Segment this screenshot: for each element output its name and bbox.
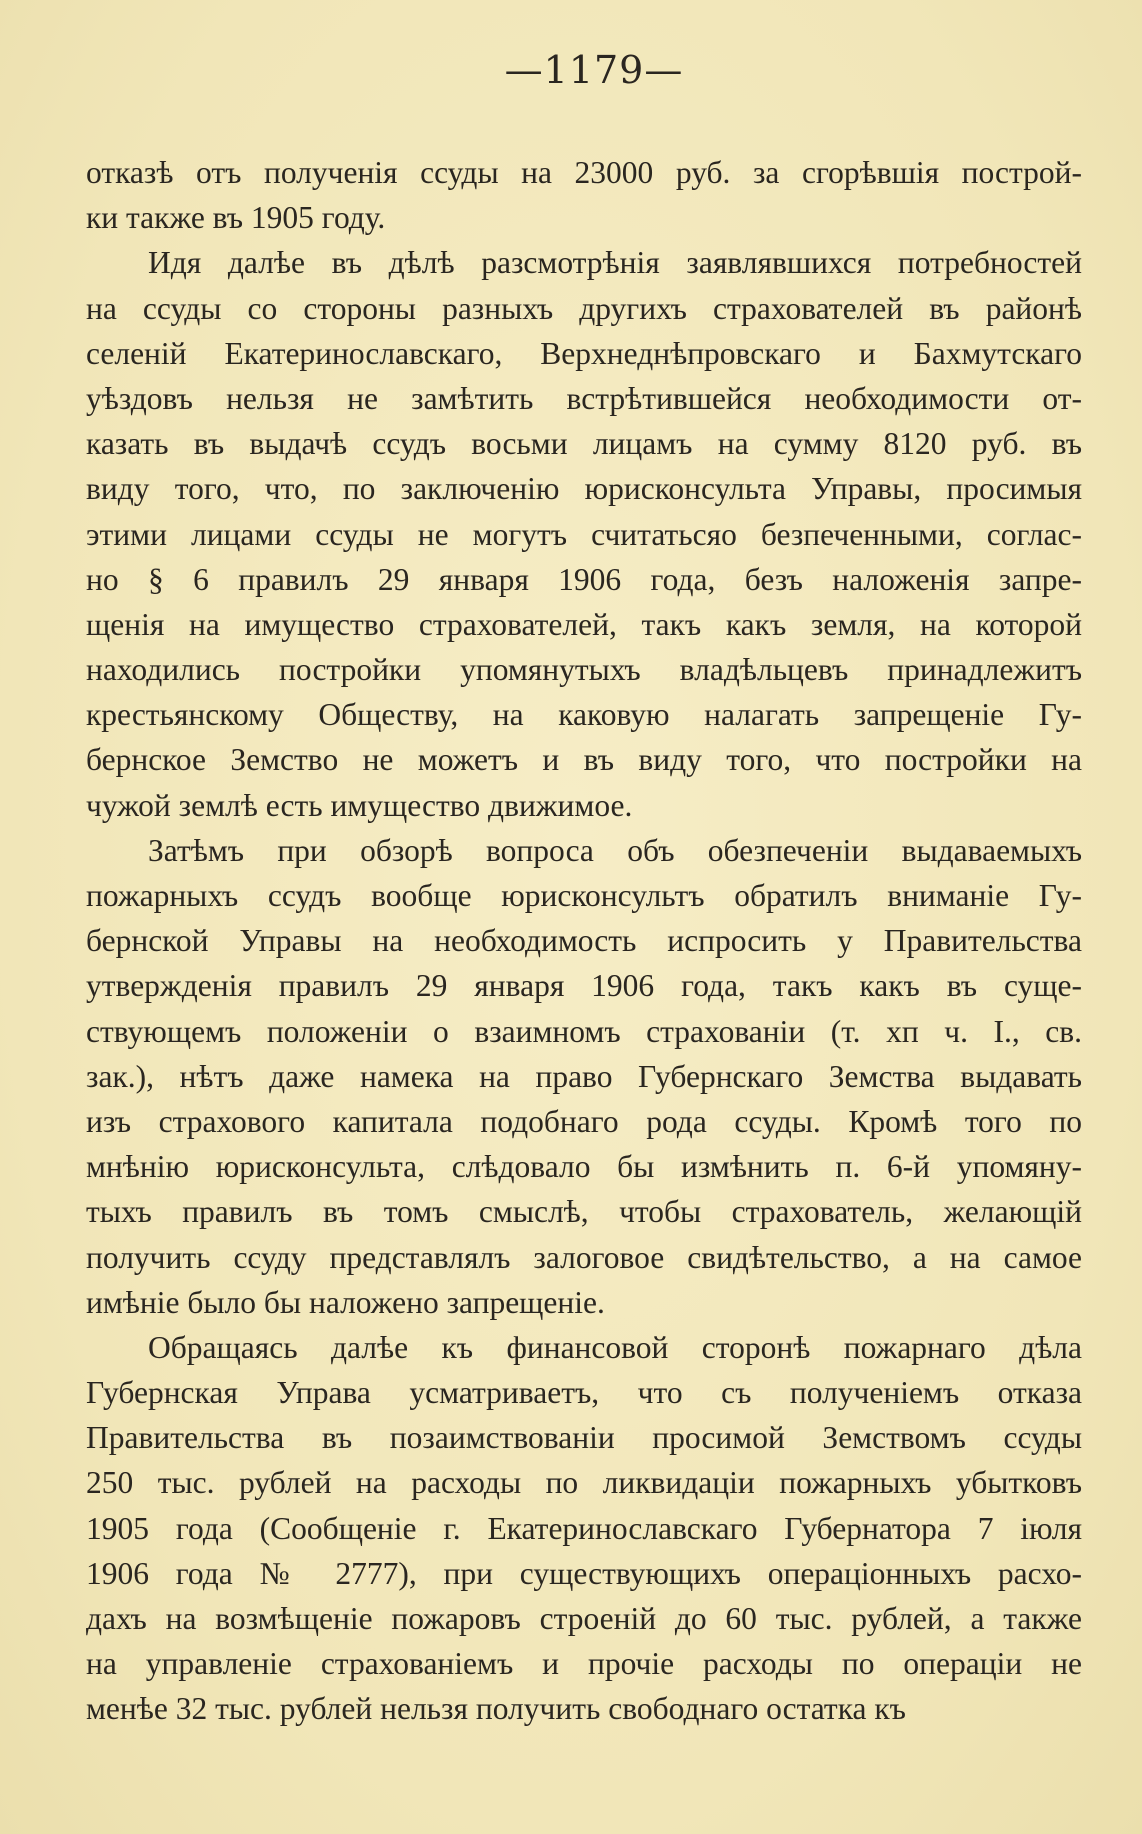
- text-line: селеній Екатеринославскаго, Верхнеднѣпровскаго и Бахмутскаго: [86, 335, 1082, 371]
- text-line: мнѣнію юрисконсульта, слѣдовало бы измѣнить п. 6-й упомяну-: [86, 1149, 1082, 1185]
- text-line: Обращаясь далѣе къ финансовой сторонѣ пожарнаго дѣла: [148, 1329, 1082, 1365]
- text-line: этими лицами ссуды не могутъ считатьсяо безпеченными, соглас-: [86, 516, 1082, 552]
- text-line: 1906 года № 2777), при существующихъ операціонныхъ расхо-: [86, 1555, 1082, 1591]
- text-line: бернской Управы на необходимость испросить у Правительства: [86, 923, 1082, 959]
- text-line: имѣніе было бы наложено запрещеніе.: [86, 1284, 605, 1320]
- paragraph: [86, 150, 1082, 240]
- paragraph: [86, 1325, 1082, 1732]
- text-line: дахъ на возмѣщеніе пожаровъ строеній до 60 тыс. рублей, а также: [86, 1601, 1082, 1636]
- text-line: на управленіе страхованіемъ и прочіе расходы по операціи не: [86, 1646, 1082, 1682]
- text-line: изъ страхового капитала подобнаго рода ссуды. Кромѣ того по: [86, 1103, 1082, 1139]
- text-line: находились постройки упомянутыхъ владѣльцевъ принадлежитъ: [86, 652, 1082, 688]
- text-line: 250 тыс. рублей на расходы по ликвидаціи пожарныхъ убытковъ: [86, 1465, 1082, 1501]
- text-line: утвержденія правилъ 29 января 1906 года, такъ какъ въ суще-: [86, 968, 1082, 1004]
- text-line: получить ссуду представлялъ залоговое свидѣтельство, а на самое: [86, 1239, 1082, 1275]
- text-line: виду того, что, по заключенію юрисконсульта Управы, просимыя: [86, 471, 1082, 507]
- text-line: зак.), нѣтъ даже намека на право Губернскаго Земства выдавать: [86, 1058, 1082, 1094]
- text-line: но § 6 правилъ 29 января 1906 года, безъ наложенія запре-: [86, 561, 1082, 597]
- text-line: тыхъ правилъ въ томъ смыслѣ, чтобы страхователь, желающій: [86, 1194, 1082, 1230]
- paragraph: [86, 240, 1082, 827]
- text-line: чужой землѣ есть имущество движимое.: [86, 787, 633, 823]
- body-text: [86, 150, 1082, 1732]
- text-line: 1905 года (Сообщеніе г. Екатеринославскаго Губернатора 7 іюля: [86, 1510, 1082, 1546]
- text-line: щенія на имущество страхователей, такъ какъ земля, на которой: [86, 606, 1082, 642]
- text-line: Губернская Управа усматриваетъ, что съ полученіемъ отказа: [86, 1375, 1082, 1411]
- text-line: казать въ выдачѣ ссудъ восьми лицамъ на сумму 8120 руб. въ: [86, 426, 1082, 462]
- text-line: ствующемъ положеніи о взаимномъ страхованіи (т. хп ч. I., св.: [86, 1013, 1082, 1049]
- text-line: бернское Земство не можетъ и въ виду того, что постройки на: [86, 742, 1082, 778]
- text-line: Правительства въ позаимствованіи просимой Земствомъ ссуды: [86, 1420, 1082, 1456]
- text-line: отказѣ отъ полученія ссуды на 23000 руб. за сгорѣвшія построй-: [86, 155, 1082, 190]
- paragraph: [86, 828, 1082, 1325]
- text-line: на ссуды со стороны разныхъ другихъ страхователей въ районѣ: [86, 290, 1082, 326]
- text-line: пожарныхъ ссудъ вообще юрисконсультъ обратилъ вниманіе Гу-: [86, 878, 1082, 913]
- text-line: менѣе 32 тыс. рублей нельзя получить свободнаго остатка къ: [86, 1691, 906, 1727]
- page-number: —1179—: [504, 48, 684, 92]
- text-line: уѣздовъ нельзя не замѣтить встрѣтившейся необходимости от-: [86, 380, 1082, 416]
- text-line: Затѣмъ при обзорѣ вопроса объ обезпеченіи выдаваемыхъ: [148, 832, 1082, 868]
- text-line: Идя далѣе въ дѣлѣ разсмотрѣнія заявлявшихся потребностей: [148, 245, 1082, 281]
- text-line: ки также въ 1905 году.: [86, 200, 386, 236]
- text-line: крестьянскому Обществу, на каковую налагать запрещеніе Гу-: [86, 697, 1082, 733]
